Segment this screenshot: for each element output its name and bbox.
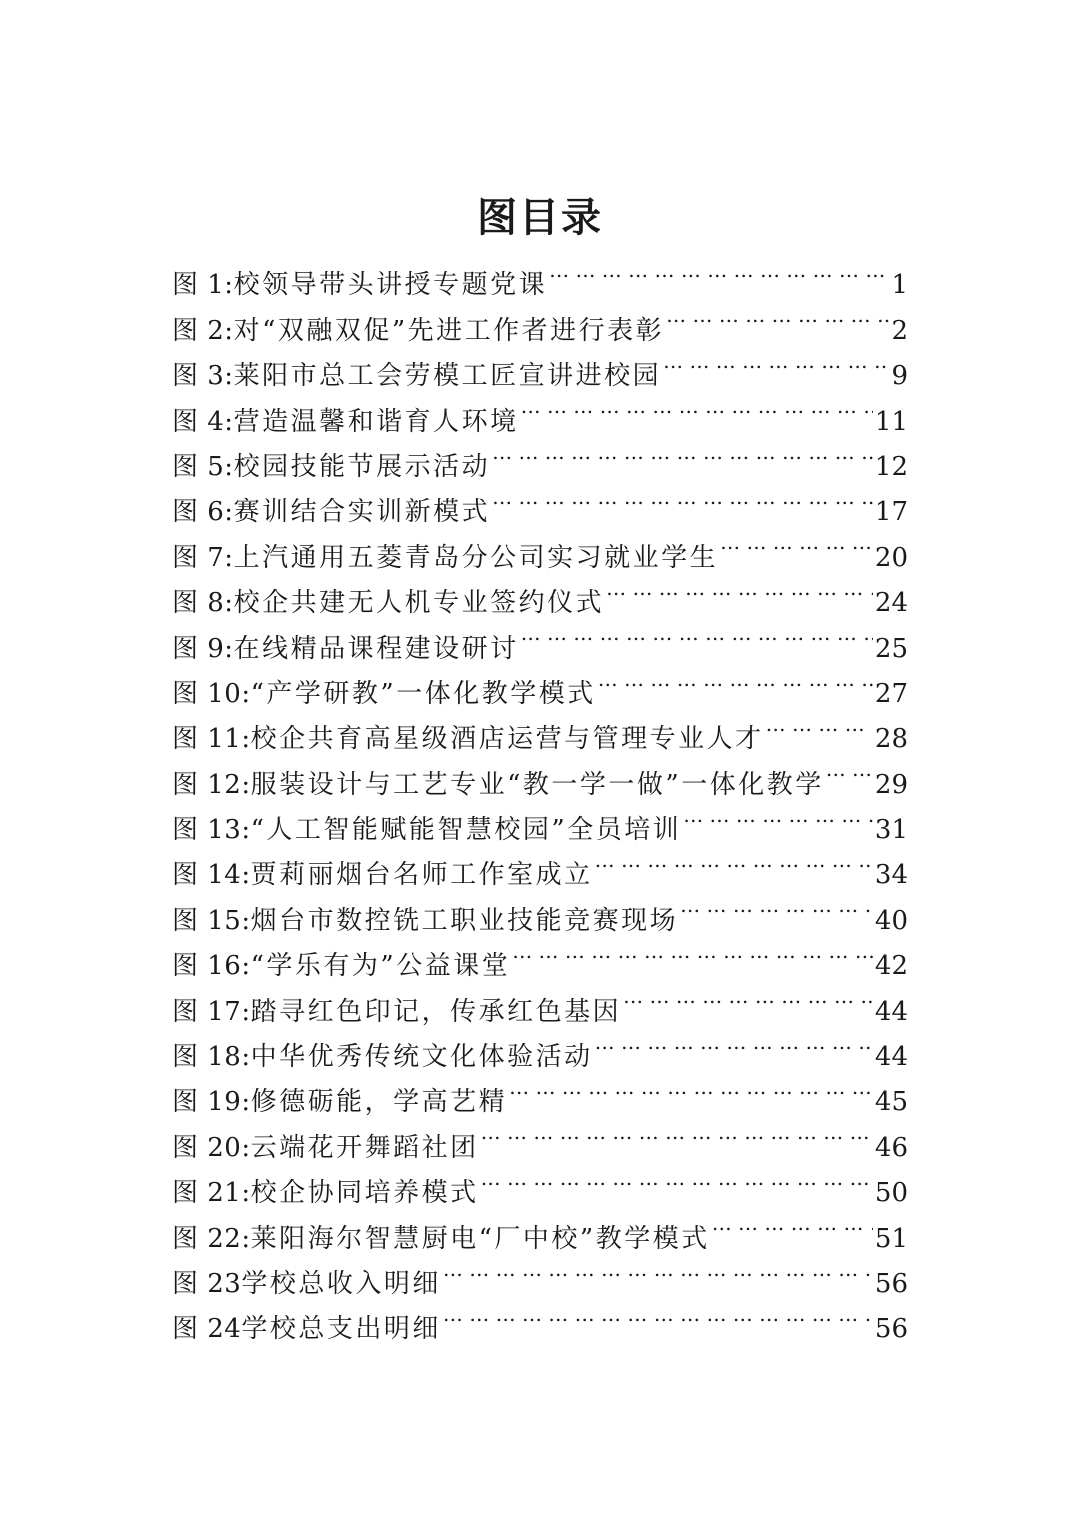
entry-title: 上汽通用五菱青岛分公司实习就业学生 (233, 542, 719, 573)
entry-page-number: 11 (874, 406, 908, 437)
entry-number: 图 9: (172, 633, 234, 664)
entry-number: 图 23 (172, 1268, 242, 1299)
dot-leader (595, 838, 873, 883)
page-title: 图目录 (477, 194, 603, 241)
entry-title: 烟台市数控铣工职业技能竞赛现场 (250, 905, 679, 936)
dot-leader (521, 384, 873, 429)
entry-number: 图 17: (172, 996, 251, 1027)
entry-title: 学校总支出明细 (241, 1314, 441, 1345)
dot-leader (598, 657, 873, 702)
entry-page-number: 56 (874, 1314, 908, 1345)
entry-page-number: 51 (874, 1223, 908, 1254)
entry-title: 云端花开舞蹈社团 (250, 1132, 479, 1163)
dot-leader (443, 1247, 873, 1292)
entry-page-number: 56 (874, 1268, 908, 1299)
entry-number: 图 15: (172, 905, 251, 936)
entry-number: 图 11: (172, 724, 251, 755)
dot-leader (492, 430, 873, 475)
entry-page-number: 24 (874, 588, 908, 619)
entry-page-number: 44 (874, 1042, 908, 1073)
entry-page-number: 42 (874, 951, 908, 982)
dot-leader (712, 1201, 873, 1246)
entry-title: 校企共建无人机专业签约仪式 (233, 588, 605, 619)
entry-number: 图 22: (172, 1223, 251, 1254)
entry-page-number: 20 (874, 542, 908, 573)
figure-list (172, 248, 908, 1345)
entry-page-number: 40 (874, 905, 908, 936)
dot-leader (595, 1020, 873, 1065)
entry-number: 图 14: (172, 860, 251, 891)
entry-number: 图 12: (172, 769, 251, 800)
entry-number: 图 24 (172, 1314, 242, 1345)
entry-number: 图 19: (172, 1087, 251, 1118)
dot-leader (666, 293, 889, 338)
dot-leader (623, 974, 873, 1019)
dot-leader (512, 929, 873, 974)
dot-leader (663, 339, 889, 384)
entry-page-number: 27 (874, 678, 908, 709)
entry-page-number: 9 (891, 361, 908, 392)
dot-leader (766, 702, 873, 747)
dot-leader (826, 747, 873, 792)
entry-title: 在线精品课程建设研讨 (233, 633, 519, 664)
entry-title: 贾莉丽烟台名师工作室成立 (250, 860, 593, 891)
dot-leader (683, 793, 873, 838)
entry-page-number: 29 (874, 769, 908, 800)
entry-page-number: 31 (874, 815, 908, 846)
dot-leader (492, 475, 873, 520)
entry-title: “学乐有为”公益课堂 (250, 951, 511, 982)
entry-title: 莱阳海尔智慧厨电“厂中校”教学模式 (250, 1223, 710, 1254)
dot-leader (481, 1110, 873, 1155)
entry-page-number: 25 (874, 633, 908, 664)
entry-number: 图 16: (172, 951, 251, 982)
entry-page-number: 50 (874, 1178, 908, 1209)
dot-leader (720, 520, 873, 565)
entry-page-number: 34 (874, 860, 908, 891)
entry-number: 图 5: (172, 451, 234, 482)
dot-leader (680, 883, 873, 928)
entry-number: 图 1: (172, 270, 234, 301)
entry-number: 图 10: (172, 678, 251, 709)
entry-number: 图 13: (172, 815, 251, 846)
entry-title: 莱阳市总工会劳模工匠宣讲进校园 (233, 361, 662, 392)
entry-title: 踏寻红色印记，传承红色基因 (250, 996, 622, 1027)
entry-page-number: 46 (874, 1132, 908, 1163)
entry-number: 图 21: (172, 1178, 251, 1209)
entry-page-number: 28 (874, 724, 908, 755)
dot-leader (606, 566, 873, 611)
entry-page-number: 45 (874, 1087, 908, 1118)
entry-page-number: 1 (891, 270, 908, 301)
entry-number: 图 4: (172, 406, 234, 437)
entry-number: 图 8: (172, 588, 234, 619)
entry-number: 图 3: (172, 361, 234, 392)
entry-title: 校企协同培养模式 (250, 1178, 479, 1209)
toc-entry (172, 248, 908, 301)
entry-number: 图 20: (172, 1132, 251, 1163)
entry-title: 对“双融双促”先进工作者进行表彰 (233, 315, 665, 346)
entry-title: 营造温馨和谐育人环境 (233, 406, 519, 437)
entry-title: 学校总收入明细 (241, 1268, 441, 1299)
dot-leader (443, 1292, 873, 1337)
entry-page-number: 12 (874, 451, 908, 482)
entry-title: 校园技能节展示活动 (233, 451, 491, 482)
entry-title: 校领导带头讲授专题党课 (233, 270, 548, 301)
entry-page-number: 2 (891, 315, 908, 346)
entry-title: 赛训结合实训新模式 (233, 497, 491, 528)
entry-title: 中华优秀传统文化体验活动 (250, 1042, 593, 1073)
dot-leader (549, 248, 889, 293)
dot-leader (521, 611, 873, 656)
entry-title: 校企共育高星级酒店运营与管理专业人才 (250, 724, 764, 755)
entry-number: 图 18: (172, 1042, 251, 1073)
entry-number: 图 6: (172, 497, 234, 528)
entry-title: “产学研教”一体化教学模式 (250, 678, 596, 709)
entry-page-number: 44 (874, 996, 908, 1027)
entry-number: 图 2: (172, 315, 234, 346)
entry-title: 服装设计与工艺专业“教一学一做”一体化教学 (250, 769, 824, 800)
entry-number: 图 7: (172, 542, 234, 573)
entry-page-number: 17 (874, 497, 908, 528)
dot-leader (481, 1156, 873, 1201)
entry-title: “人工智能赋能智慧校园”全员培训 (250, 815, 682, 846)
dot-leader (509, 1065, 873, 1110)
entry-title: 修德砺能，学高艺精 (250, 1087, 508, 1118)
